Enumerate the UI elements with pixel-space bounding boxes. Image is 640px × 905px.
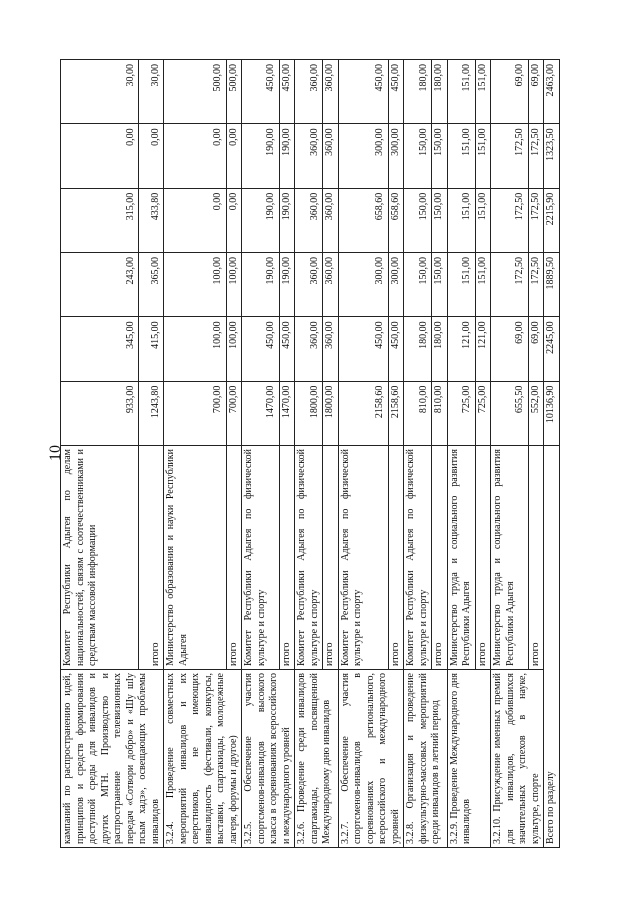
measure-description: 3.2.5. Обеспечение участия спортсменов-инвалидов высокого класса в соревнованиях всероссийского и международного уровней bbox=[242, 670, 295, 848]
itogo-value: 150,00 bbox=[432, 253, 448, 317]
funding-value: 300,00 bbox=[338, 253, 388, 317]
measure-description: 3.2.7. Обеспечение участия спортсменов-инвалидов в соревнованиях регионального, всероссийского и международного уровней bbox=[338, 670, 404, 848]
itogo-value: 500,00 bbox=[226, 60, 242, 124]
itogo-value: 30,00 bbox=[139, 60, 164, 124]
responsible-executor: Комитет Республики Адыгея по физической культуре и спорту bbox=[338, 446, 388, 670]
funding-value: 725,00 bbox=[447, 381, 475, 445]
itogo-label: итого bbox=[323, 446, 339, 670]
total-value: 1323,50 bbox=[544, 124, 560, 188]
itogo-value: 450,00 bbox=[388, 317, 404, 381]
measure-description: 3.2.9. Проведение Международного дня инвалидов bbox=[447, 670, 491, 848]
measure-description: кампаний по распространению идей, принципов и средств формирования доступной среды для инвалидов и других МГН. Производство и распространение телевизионных передач «Сотвори добро» и «Шу шIу псым хадэ», освещающих проблемы инвалидов bbox=[61, 670, 164, 848]
funding-value: 151,00 bbox=[447, 188, 475, 252]
itogo-value: 360,00 bbox=[323, 317, 339, 381]
responsible-executor: Комитет Республики Адыгея по делам национальностей, связям с соотечественниками и средствам массовой информации bbox=[61, 446, 139, 670]
itogo-value: 190,00 bbox=[279, 188, 295, 252]
itogo-label: итого bbox=[388, 446, 404, 670]
responsible-executor: Министерство образования и науки Республики Адыгея bbox=[164, 446, 227, 670]
total-value: 2215,90 bbox=[544, 188, 560, 252]
itogo-value: 552,00 bbox=[528, 381, 544, 445]
itogo-value: 100,00 bbox=[226, 317, 242, 381]
itogo-value: 0,00 bbox=[226, 188, 242, 252]
funding-value: 345,00 bbox=[61, 317, 139, 381]
itogo-value: 810,00 bbox=[432, 381, 448, 445]
itogo-value: 121,00 bbox=[475, 317, 491, 381]
itogo-label: итого bbox=[475, 446, 491, 670]
funding-value: 151,00 bbox=[447, 253, 475, 317]
rotated-page bbox=[60, 60, 600, 848]
itogo-value: 1800,00 bbox=[323, 381, 339, 445]
itogo-value: 300,00 bbox=[388, 124, 404, 188]
itogo-value: 151,00 bbox=[475, 60, 491, 124]
funding-value: 2158,60 bbox=[338, 381, 388, 445]
funding-value: 30,00 bbox=[61, 60, 139, 124]
itogo-value: 1470,00 bbox=[279, 381, 295, 445]
itogo-value: 450,00 bbox=[388, 60, 404, 124]
itogo-label: итого bbox=[432, 446, 448, 670]
funding-value: 450,00 bbox=[338, 317, 388, 381]
funding-value: 190,00 bbox=[242, 253, 280, 317]
total-row bbox=[544, 60, 560, 848]
itogo-value: 150,00 bbox=[432, 124, 448, 188]
funding-value: 500,00 bbox=[164, 60, 227, 124]
total-label: Всего по разделу bbox=[544, 446, 560, 848]
funding-value: 150,00 bbox=[404, 253, 432, 317]
funding-value: 69,00 bbox=[491, 60, 529, 124]
itogo-value: 700,00 bbox=[226, 381, 242, 445]
funding-value: 151,00 bbox=[447, 60, 475, 124]
itogo-value: 151,00 bbox=[475, 253, 491, 317]
itogo-value: 365,00 bbox=[139, 253, 164, 317]
table-row bbox=[61, 60, 139, 848]
itogo-value: 433,80 bbox=[139, 188, 164, 252]
funding-value: 300,00 bbox=[338, 124, 388, 188]
funding-value: 655,50 bbox=[491, 381, 529, 445]
funding-value: 150,00 bbox=[404, 124, 432, 188]
funding-value: 450,00 bbox=[242, 60, 280, 124]
funding-value: 180,00 bbox=[404, 60, 432, 124]
itogo-value: 360,00 bbox=[323, 124, 339, 188]
measure-description: 3.2.10. Присуждение именных премий для инвалидов, добившихся значительных успехов в науке, культуре, спорте bbox=[491, 670, 544, 848]
itogo-value: 450,00 bbox=[279, 317, 295, 381]
itogo-value: 69,00 bbox=[528, 317, 544, 381]
funding-value: 172,50 bbox=[491, 188, 529, 252]
itogo-value: 0,00 bbox=[139, 124, 164, 188]
itogo-value: 360,00 bbox=[323, 60, 339, 124]
itogo-label: итого bbox=[528, 446, 544, 670]
itogo-value: 360,00 bbox=[323, 253, 339, 317]
itogo-value: 415,00 bbox=[139, 317, 164, 381]
funding-value: 172,50 bbox=[491, 124, 529, 188]
itogo-label: итого bbox=[139, 446, 164, 670]
funding-value: 1800,00 bbox=[295, 381, 323, 445]
itogo-value: 1243,80 bbox=[139, 381, 164, 445]
itogo-value: 360,00 bbox=[323, 188, 339, 252]
funding-value: 243,00 bbox=[61, 253, 139, 317]
funding-value: 1470,00 bbox=[242, 381, 280, 445]
funding-value: 100,00 bbox=[164, 317, 227, 381]
funding-value: 450,00 bbox=[338, 60, 388, 124]
total-value: 1889,50 bbox=[544, 253, 560, 317]
funding-value: 658,60 bbox=[338, 188, 388, 252]
responsible-executor: Министерство труда и социального развития Республики Адыгея bbox=[491, 446, 529, 670]
funding-value: 150,00 bbox=[404, 188, 432, 252]
funding-value: 315,00 bbox=[61, 188, 139, 252]
funding-value: 0,00 bbox=[164, 124, 227, 188]
funding-value: 151,00 bbox=[447, 124, 475, 188]
table-row bbox=[338, 60, 388, 848]
funding-value: 69,00 bbox=[491, 317, 529, 381]
itogo-value: 172,50 bbox=[528, 253, 544, 317]
table-body bbox=[61, 60, 560, 848]
itogo-value: 450,00 bbox=[279, 60, 295, 124]
budget-table bbox=[60, 59, 560, 848]
table-row bbox=[447, 60, 475, 848]
itogo-value: 151,00 bbox=[475, 124, 491, 188]
itogo-value: 725,00 bbox=[475, 381, 491, 445]
responsible-executor: Министерство труда и социального развития Республики Адыгея bbox=[447, 446, 475, 670]
itogo-label: итого bbox=[279, 446, 295, 670]
funding-value: 180,00 bbox=[404, 317, 432, 381]
table-row bbox=[404, 60, 432, 848]
measure-description: 3.2.4. Проведение совместных мероприятий инвалидов и их сверстников, не имеющих инвалидность (фестивали, конкурсы, выставки, спартакиады, молодежные лагеря, форумы и другое) bbox=[164, 670, 242, 848]
itogo-value: 2158,60 bbox=[388, 381, 404, 445]
table-row bbox=[295, 60, 323, 848]
funding-value: 360,00 bbox=[295, 188, 323, 252]
funding-value: 190,00 bbox=[242, 124, 280, 188]
funding-value: 360,00 bbox=[295, 124, 323, 188]
funding-value: 190,00 bbox=[242, 188, 280, 252]
responsible-executor: Комитет Республики Адыгея по физической культуре и спорту bbox=[242, 446, 280, 670]
itogo-value: 180,00 bbox=[432, 317, 448, 381]
itogo-value: 190,00 bbox=[279, 124, 295, 188]
responsible-executor: Комитет Республики Адыгея по физической культуре и спорту bbox=[295, 446, 323, 670]
funding-value: 172,50 bbox=[491, 253, 529, 317]
funding-value: 360,00 bbox=[295, 253, 323, 317]
itogo-label: итого bbox=[226, 446, 242, 670]
total-value: 2245,00 bbox=[544, 317, 560, 381]
total-value: 2463,00 bbox=[544, 60, 560, 124]
responsible-executor: Комитет Республики Адыгея по физической культуре и спорту bbox=[404, 446, 432, 670]
funding-value: 360,00 bbox=[295, 317, 323, 381]
itogo-value: 172,50 bbox=[528, 124, 544, 188]
page-number: 10 bbox=[47, 445, 64, 461]
measure-description: 3.2.8. Организация и проведение физкультурно-массовых мероприятий среди инвалидов в летний период bbox=[404, 670, 448, 848]
funding-value: 0,00 bbox=[164, 188, 227, 252]
funding-value: 700,00 bbox=[164, 381, 227, 445]
itogo-value: 100,00 bbox=[226, 253, 242, 317]
measure-description: 3.2.6. Проведение среди инвалидов спартакиады, посвященной Международному дню инвалидов bbox=[295, 670, 339, 848]
table-row bbox=[164, 60, 227, 848]
table-row bbox=[242, 60, 280, 848]
itogo-value: 0,00 bbox=[226, 124, 242, 188]
funding-value: 450,00 bbox=[242, 317, 280, 381]
itogo-value: 151,00 bbox=[475, 188, 491, 252]
itogo-value: 150,00 bbox=[432, 188, 448, 252]
funding-value: 360,00 bbox=[295, 60, 323, 124]
itogo-value: 300,00 bbox=[388, 253, 404, 317]
total-value: 10136,90 bbox=[544, 381, 560, 445]
itogo-value: 190,00 bbox=[279, 253, 295, 317]
itogo-value: 172,50 bbox=[528, 188, 544, 252]
itogo-value: 69,00 bbox=[528, 60, 544, 124]
table-row bbox=[491, 60, 529, 848]
itogo-value: 658,60 bbox=[388, 188, 404, 252]
funding-value: 100,00 bbox=[164, 253, 227, 317]
funding-value: 121,00 bbox=[447, 317, 475, 381]
funding-value: 810,00 bbox=[404, 381, 432, 445]
funding-value: 0,00 bbox=[61, 124, 139, 188]
itogo-value: 180,00 bbox=[432, 60, 448, 124]
funding-value: 933,00 bbox=[61, 381, 139, 445]
